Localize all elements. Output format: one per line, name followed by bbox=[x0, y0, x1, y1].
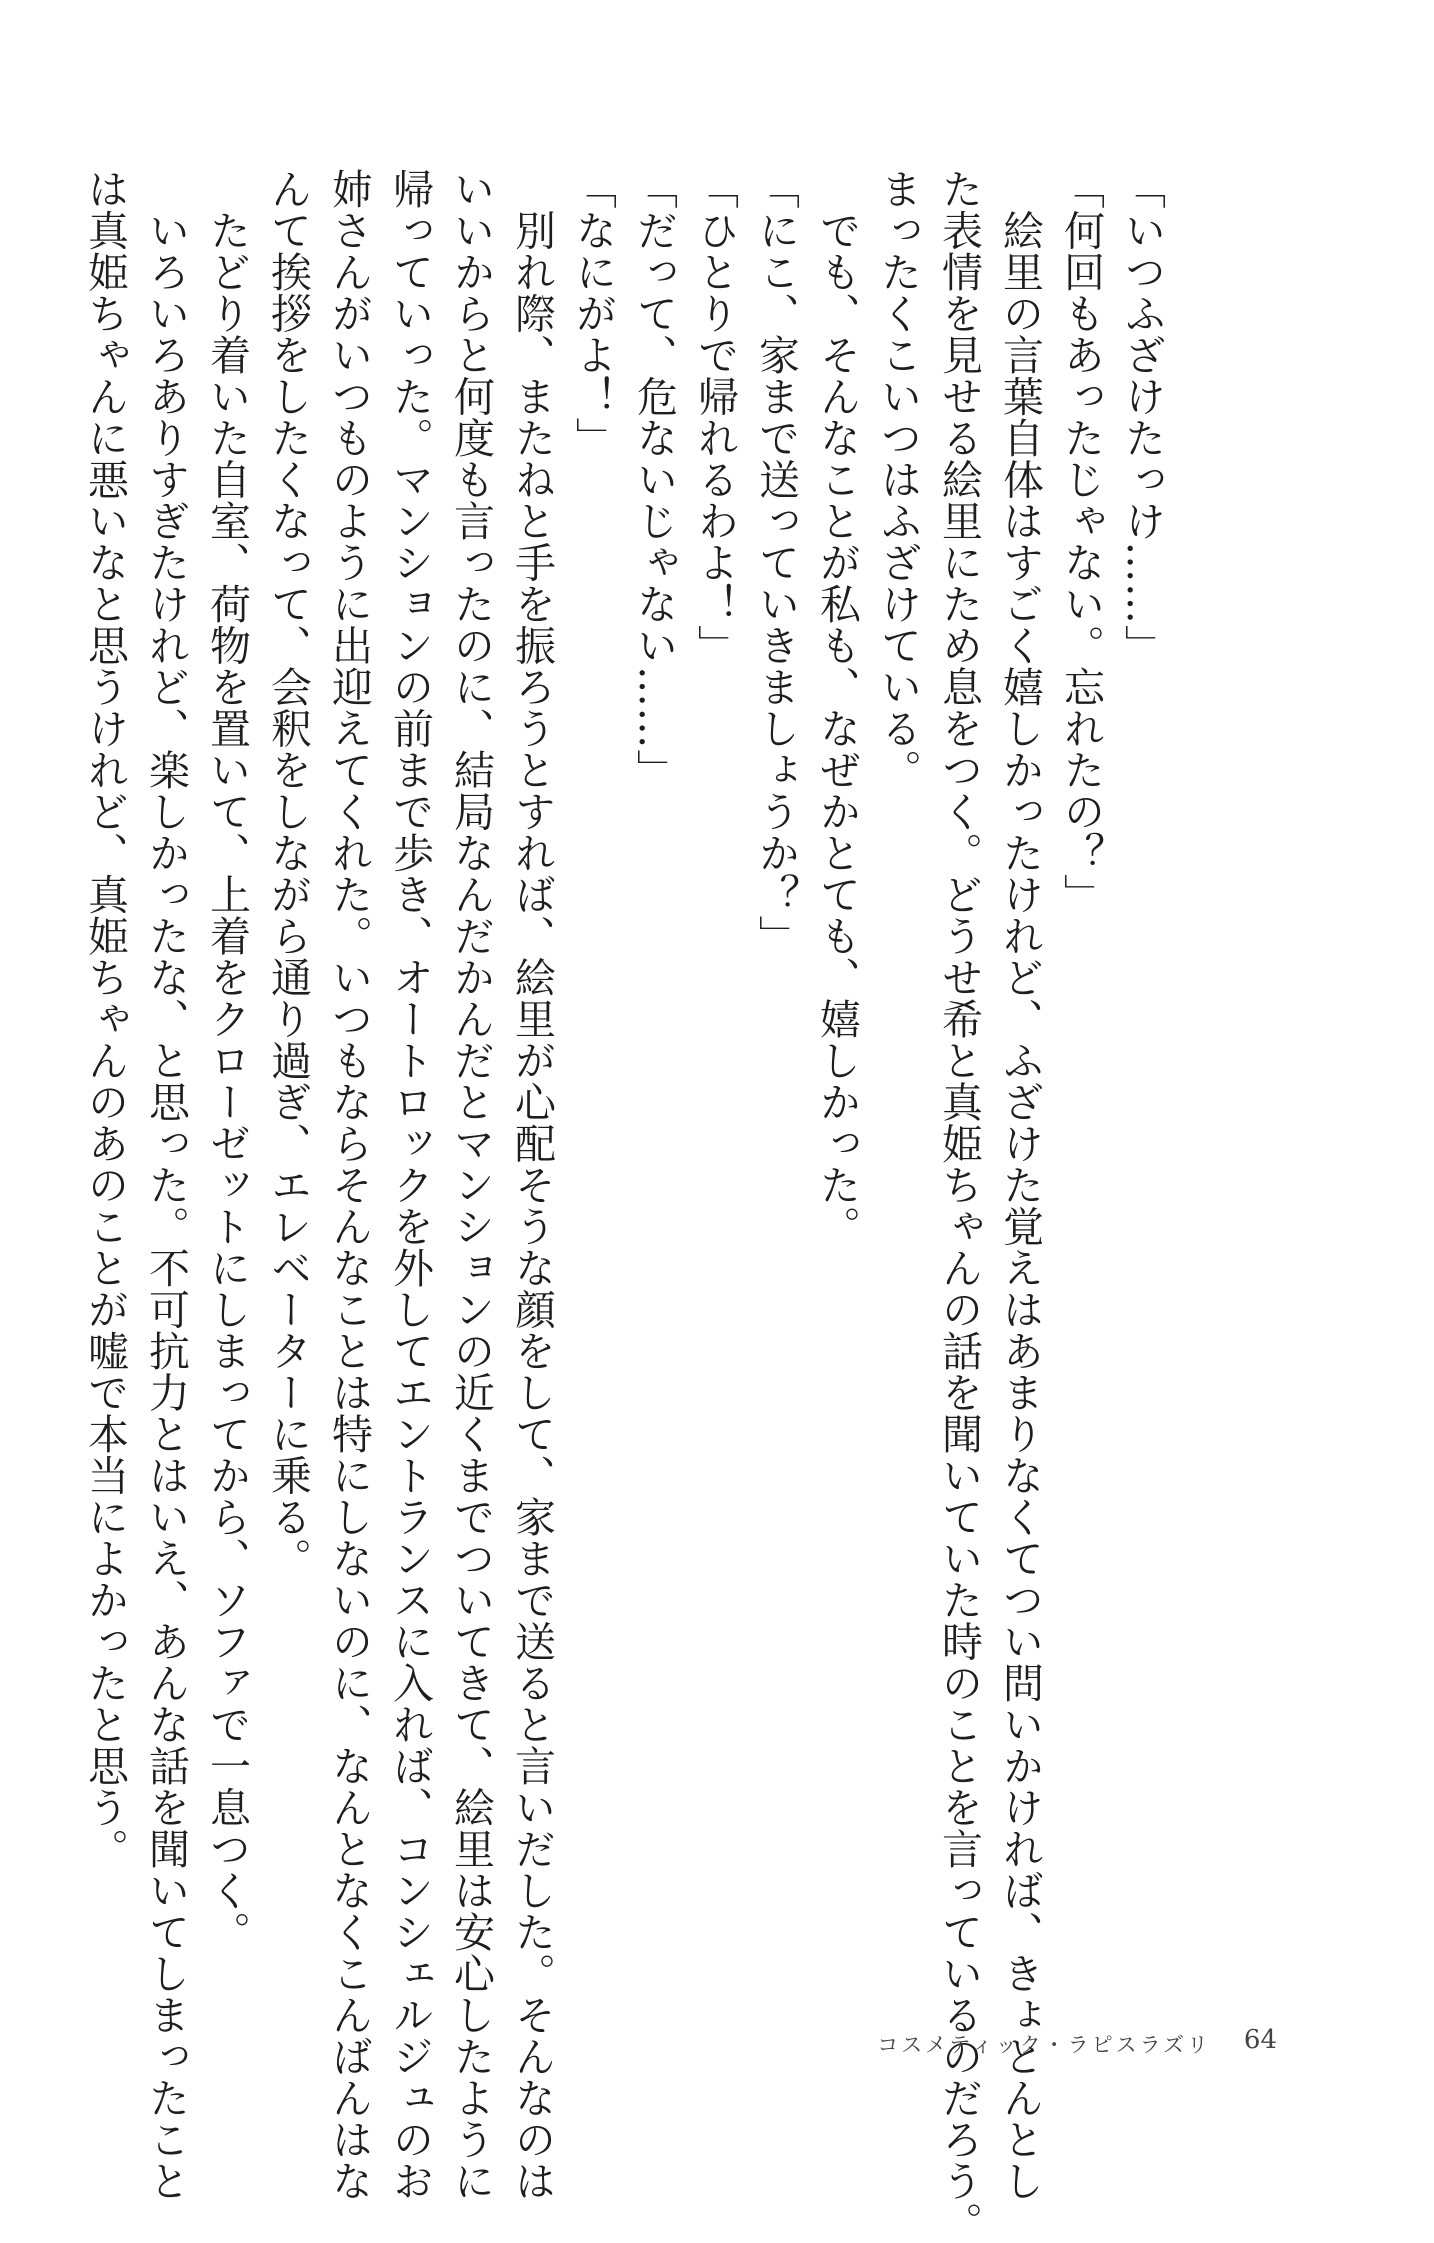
text-line: いろいろありすぎたけれど、楽しかったな、と思った。不可抗力とはいえ、あんな話を聞いてしまったこと bbox=[142, 168, 190, 2202]
page-footer bbox=[0, 2025, 1434, 2065]
text-line: いいからと何度も言ったのに、結局なんだかんだとマンションの近くまでついてきて、絵里は安心したように bbox=[447, 168, 495, 2202]
text-line: 「何回もあったじゃない。忘れたの？」 bbox=[1057, 168, 1105, 915]
text-line: でも、そんなことが私も、なぜかとても、嬉しかった。 bbox=[813, 168, 861, 1247]
text-line: は真姫ちゃんに悪いなと思うけれど、真姫ちゃんのあのことが嘘で本当によかったと思う。 bbox=[81, 168, 129, 1870]
text-line: 帰っていった。マンションの前まで歩き、オートロックを外してエントランスに入れば、コンシェルジュのお bbox=[386, 168, 434, 2202]
text-line: た表情を見せる絵里にため息をつく。どうせ希と真姫ちゃんの話を聞いていた時のことを言っているのだろう。 bbox=[935, 168, 983, 2243]
running-title: コスメティック・ラピスラズリ bbox=[877, 2033, 1211, 2057]
text-line: 「にこ、家まで送っていきましょうか？」 bbox=[752, 168, 800, 957]
text-line: 「なにがよ！」 bbox=[569, 168, 617, 459]
text-line: 「いつふざけたっけ……」 bbox=[1118, 168, 1166, 666]
text-line: 「だって、危ないじゃない……」 bbox=[630, 168, 678, 791]
page-number: 64 bbox=[1243, 2025, 1277, 2055]
text-line: 姉さんがいつものように出迎えてくれた。いつもならそんなことは特にしないのに、なんとなくこんばんはな bbox=[325, 168, 373, 2202]
text-line: まったくこいつはふざけている。 bbox=[874, 168, 922, 791]
text-line: んて挨拶をしたくなって、会釈をしながら通り過ぎ、エレベーターに乗る。 bbox=[264, 168, 312, 1579]
text-line: たどり着いた自室、荷物を置いて、上着をクローゼットにしまってから、ソファで一息つく。 bbox=[203, 168, 251, 1953]
text-line: 「ひとりで帰れるわよ！」 bbox=[691, 168, 739, 666]
text-line: 絵里の言葉自体はすごく嬉しかったけれど、ふざけた覚えはあまりなくてつい問いかければ、きょとんとし bbox=[996, 168, 1044, 2202]
text-line: 別れ際、またねと手を振ろうとすれば、絵里が心配そうな顔をして、家まで送ると言いだした。そんなのは bbox=[508, 168, 556, 2202]
